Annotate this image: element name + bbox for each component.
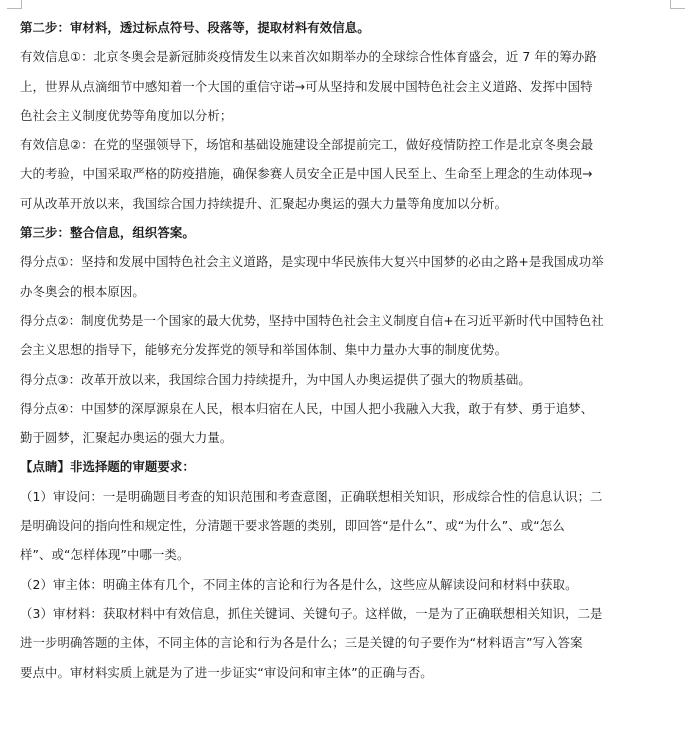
- review-material-line-3: 要点中。审材料实质上就是为了进一步证实“审设问和审主体”的正确与否。: [20, 664, 433, 680]
- page-corner-mark-left: [7, 0, 22, 9]
- review-question-line-3: 样”、或“怎样体现”中哪一类。: [20, 547, 190, 563]
- effective-info-2-line-2: 大的考验，中国采取严格的防疫措施，确保参赛人员安全正是中国人民至上、生命至上理念的生动体现→: [20, 166, 593, 182]
- review-question-line-1: （1）审设问：一是明确题目考查的知识范围和考查意图，正确联想相关知识，形成综合性的信息认识；二: [20, 488, 603, 504]
- score-point-4-line-1: 得分点④：中国梦的深厚源泉在人民，根本归宿在人民，中国人把小我融入大我，敢于有梦、勇于追梦、: [20, 400, 594, 416]
- score-point-2-line-2: 会主义思想的指导下，能够充分发挥党的领导和举国体制、集中力量办大事的制度优势。: [20, 342, 508, 358]
- effective-info-1-line-2: 上，世界从点滴细节中感知着一个大国的重信守诺→可从坚持和发展中国特色社会主义道路、发挥中国特: [20, 78, 593, 94]
- step-two-heading: 第二步：审材料，透过标点符号、段落等，提取材料有效信息。: [20, 20, 370, 35]
- score-point-4-line-2: 勤于圆梦，汇聚起办奥运的强大力量。: [20, 430, 233, 446]
- review-question-line-2: 是明确设问的指向性和规定性，分清题干要求答题的类别，即回答“是什么”、或“为什么”、或“怎么: [20, 518, 565, 534]
- effective-info-1-line-1: 有效信息①：北京冬奥会是新冠肺炎疫情发生以来首次如期举办的全球综合性体育盛会，近 7 年的筹办路: [20, 49, 597, 65]
- review-subject-line-1: （2）审主体：明确主体有几个，不同主体的言论和行为各是什么，这些应从解读设问和材料中获取。: [20, 576, 578, 592]
- effective-info-1-line-3: 色社会主义制度优势等角度加以分析；: [20, 107, 233, 123]
- review-material-line-2: 进一步明确答题的主体，不同主体的言论和行为各是什么；三是关键的句子要作为“材料语言”写入答案: [20, 635, 583, 651]
- score-point-3-line-1: 得分点③：改革开放以来，我国综合国力持续提升，为中国人办奥运提供了强大的物质基础。: [20, 371, 531, 387]
- key-point-heading: 【点睛】非选择题的审题要求：: [20, 459, 195, 475]
- review-material-line-1: （3）审材料：获取材料中有效信息，抓住关键词、关键句子。这样做，一是为了正确联想相关知识，二是: [20, 605, 603, 621]
- effective-info-2-line-1: 有效信息②：在党的坚强领导下，场馆和基础设施建设全部提前完工，做好疫情防控工作是北京冬奥会最: [20, 137, 594, 153]
- page-corner-mark-right: [670, 0, 685, 9]
- score-point-2-line-1: 得分点②：制度优势是一个国家的最大优势，坚持中国特色社会主义制度自信+在习近平新时代中国特色社: [20, 312, 604, 328]
- document-body: [20, 13, 672, 687]
- score-point-1-line-1: 得分点①：坚持和发展中国特色社会主义道路，是实现中华民族伟大复兴中国梦的必由之路+是我国成功举: [20, 254, 604, 270]
- score-point-1-line-2: 办冬奥会的根本原因。: [20, 283, 145, 299]
- effective-info-2-line-3: 可从改革开放以来，我国综合国力持续提升、汇聚起办奥运的强大力量等角度加以分析。: [20, 195, 508, 211]
- step-three-heading: 第三步：整合信息，组织答案。: [20, 225, 195, 241]
